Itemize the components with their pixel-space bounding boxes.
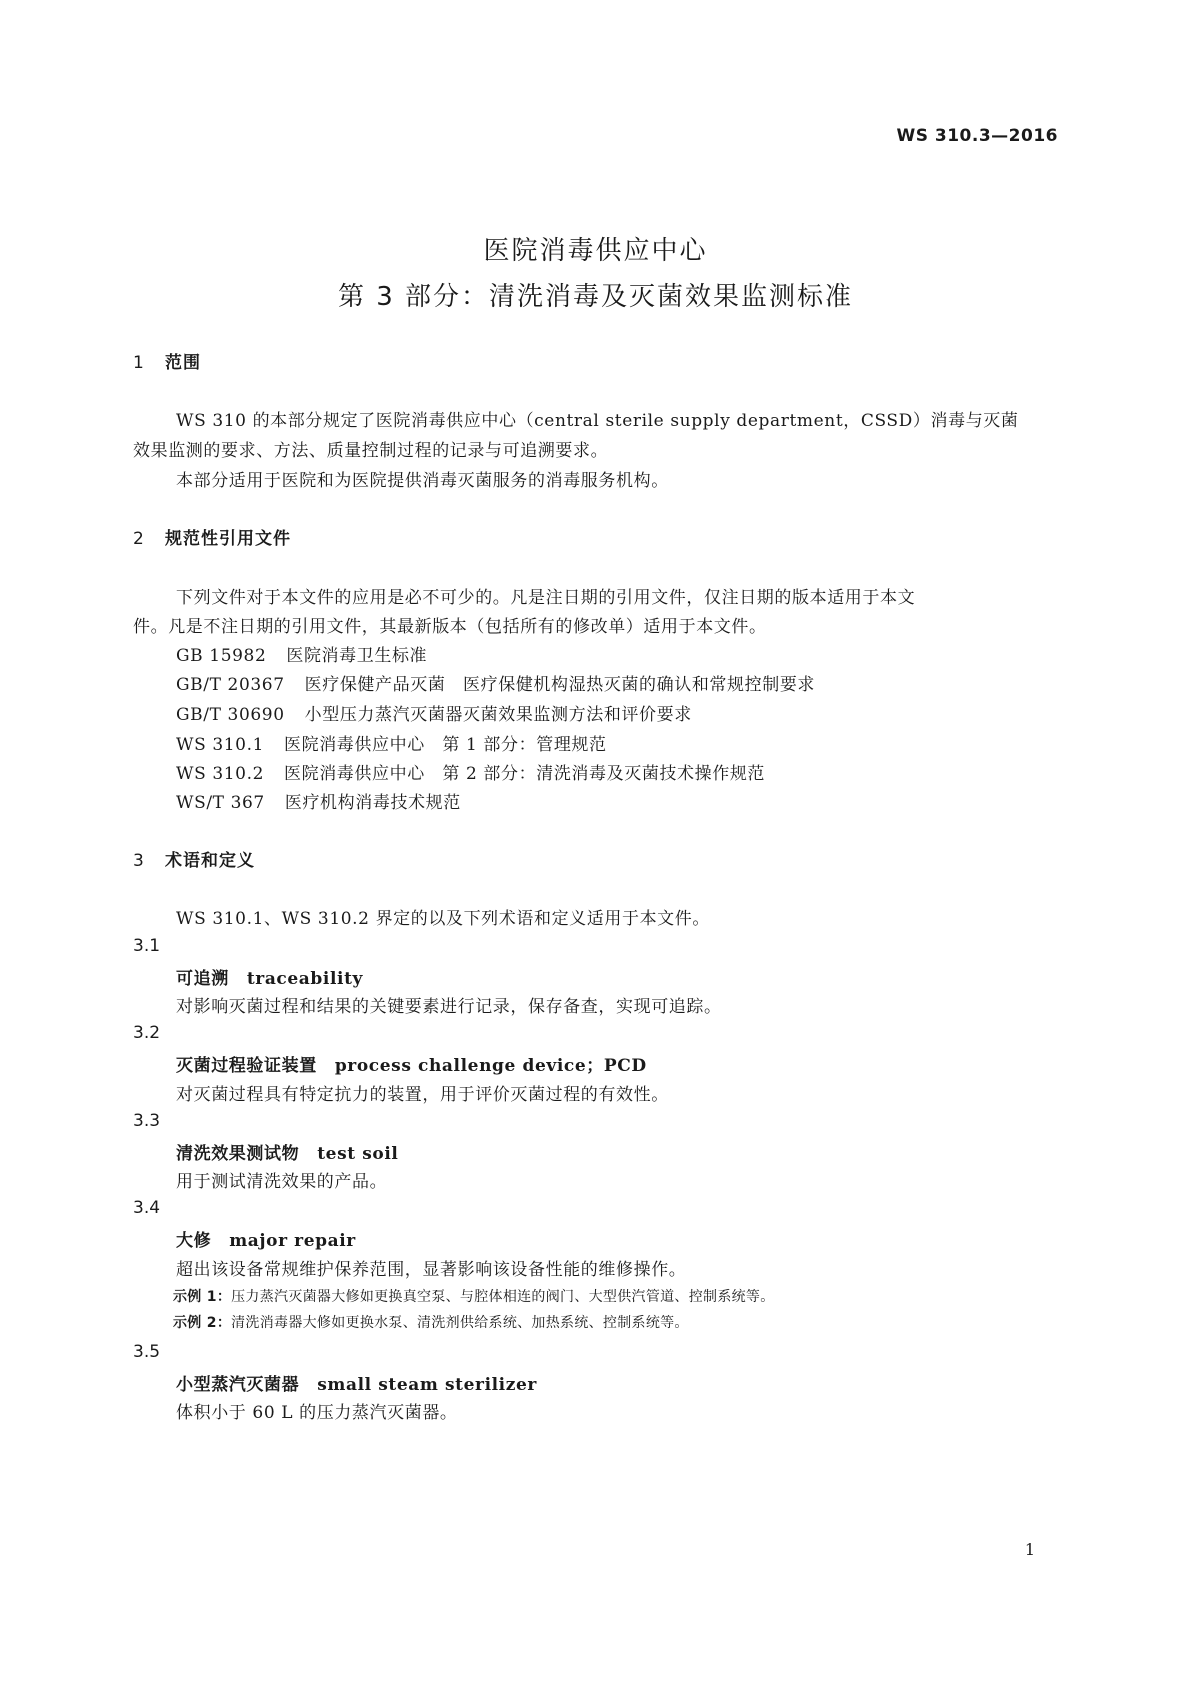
section-heading-normative-references xyxy=(133,524,291,549)
section-title: 规范性引用文件 xyxy=(165,529,291,549)
reference-item xyxy=(176,759,765,784)
example-label: 示例 1： xyxy=(173,1289,232,1305)
reference-code: WS 310.2 xyxy=(176,764,264,784)
reference-title: 医疗保健产品灭菌 医疗保健机构湿热灭菌的确认和常规控制要求 xyxy=(304,675,816,695)
section-title: 术语和定义 xyxy=(165,851,255,871)
example-label: 示例 2： xyxy=(173,1315,232,1331)
paragraph: WS 310 的本部分规定了医院消毒供应中心（central sterile supply department，CSSD）消毒与灭菌 xyxy=(176,411,1019,431)
reference-code: WS 310.1 xyxy=(176,735,264,755)
term-chinese: 灭菌过程验证装置 xyxy=(176,1056,317,1076)
section-title: 范围 xyxy=(165,353,201,373)
document-title-line1: 医院消毒供应中心 xyxy=(483,236,708,266)
term-english: traceability xyxy=(246,969,364,989)
reference-item xyxy=(176,641,427,666)
term-english: test soil xyxy=(317,1144,399,1164)
reference-title: 医院消毒卫生标准 xyxy=(286,646,428,666)
standard-code: WS 310.3—2016 xyxy=(896,126,1058,146)
paragraph: 下列文件对于本文件的应用是必不可少的。凡是注日期的引用文件，仅注日期的版本适用于本文 xyxy=(176,588,916,608)
paragraph: 件。凡是不注日期的引用文件，其最新版本（包括所有的修改单）适用于本文件。 xyxy=(133,617,767,637)
reference-item xyxy=(176,788,461,813)
reference-title: 医院消毒供应中心 第 1 部分：管理规范 xyxy=(284,735,607,755)
document-title-line2: 第 3 部分：清洗消毒及灭菌效果监测标准 xyxy=(337,282,854,312)
section-heading-terms-definitions xyxy=(133,846,255,871)
clause-number: 3.4 xyxy=(133,1198,161,1218)
example-note xyxy=(173,1286,775,1306)
term-chinese: 可追溯 xyxy=(176,969,229,989)
page-number: 1 xyxy=(1024,1540,1035,1559)
reference-code: GB 15982 xyxy=(176,646,267,666)
example-text: 清洗消毒器大修如更换水泵、清洗剂供给系统、加热系统、控制系统等。 xyxy=(231,1315,689,1331)
term-chinese: 清洗效果测试物 xyxy=(176,1144,300,1164)
section-number: 3 xyxy=(133,851,145,871)
section-heading-scope xyxy=(133,348,201,373)
term-definition: 对灭菌过程具有特定抗力的装置，用于评价灭菌过程的有效性。 xyxy=(176,1085,669,1105)
term-chinese: 大修 xyxy=(176,1231,212,1251)
term-entry xyxy=(176,1139,398,1164)
reference-item xyxy=(176,700,692,725)
reference-item xyxy=(176,670,815,695)
term-entry xyxy=(176,964,363,989)
term-chinese: 小型蒸汽灭菌器 xyxy=(176,1375,300,1395)
term-english: process challenge device；PCD xyxy=(334,1056,647,1076)
clause-number: 3.5 xyxy=(133,1342,161,1362)
paragraph: 本部分适用于医院和为医院提供消毒灭菌服务的消毒服务机构。 xyxy=(176,471,669,491)
term-definition: 用于测试清洗效果的产品。 xyxy=(176,1172,388,1192)
term-english: small steam sterilizer xyxy=(317,1375,537,1395)
term-entry xyxy=(176,1051,647,1076)
term-definition: 超出该设备常规维护保养范围，显著影响该设备性能的维修操作。 xyxy=(176,1260,687,1280)
reference-code: GB/T 30690 xyxy=(176,705,285,725)
example-note xyxy=(173,1312,689,1332)
reference-code: WS/T 367 xyxy=(176,793,265,813)
paragraph: WS 310.1、WS 310.2 界定的以及下列术语和定义适用于本文件。 xyxy=(176,909,710,929)
term-definition: 对影响灭菌过程和结果的关键要素进行记录，保存备查，实现可追踪。 xyxy=(176,997,722,1017)
example-text: 压力蒸汽灭菌器大修如更换真空泵、与腔体相连的阀门、大型供汽管道、控制系统等。 xyxy=(231,1289,775,1305)
reference-item xyxy=(176,730,607,755)
section-number: 2 xyxy=(133,529,145,549)
clause-number: 3.3 xyxy=(133,1111,161,1131)
term-english: major repair xyxy=(229,1231,356,1251)
reference-code: GB/T 20367 xyxy=(176,675,285,695)
paragraph: 效果监测的要求、方法、质量控制过程的记录与可追溯要求。 xyxy=(133,441,609,461)
reference-title: 医院消毒供应中心 第 2 部分：清洗消毒及灭菌技术操作规范 xyxy=(284,764,766,784)
clause-number: 3.1 xyxy=(133,936,161,956)
clause-number: 3.2 xyxy=(133,1023,161,1043)
term-entry xyxy=(176,1370,537,1395)
term-definition: 体积小于 60 L 的压力蒸汽灭菌器。 xyxy=(176,1403,458,1423)
section-number: 1 xyxy=(133,353,145,373)
reference-title: 医疗机构消毒技术规范 xyxy=(284,793,461,813)
reference-title: 小型压力蒸汽灭菌器灭菌效果监测方法和评价要求 xyxy=(304,705,692,725)
term-entry xyxy=(176,1226,356,1251)
